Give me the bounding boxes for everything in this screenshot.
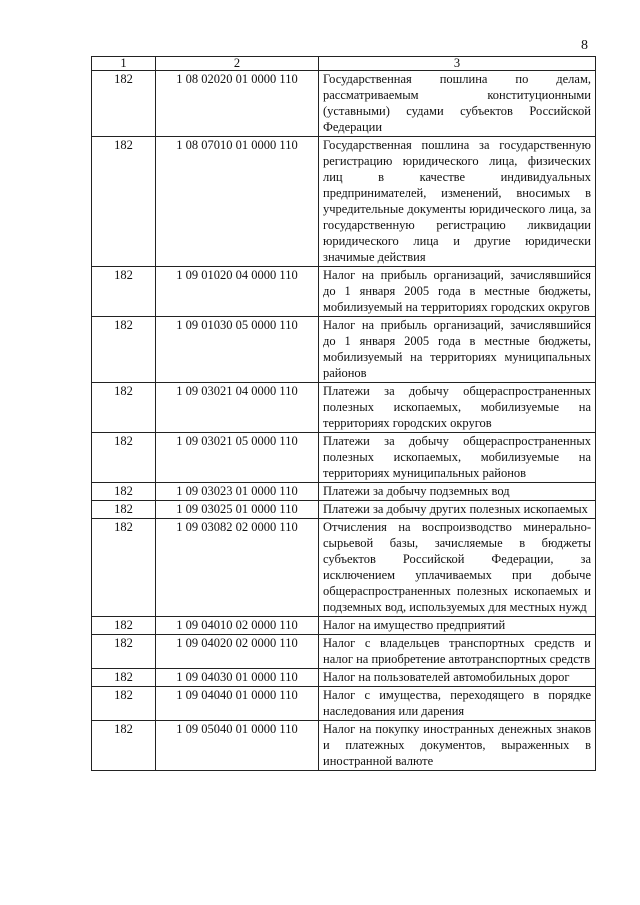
budget-revenue-table [91,56,596,771]
column-header-name: 3 [319,57,596,71]
page-number: 8 [581,38,588,53]
revenue-name-cell: Налог с имущества, переходящего в порядке наследования или дарения [319,687,596,721]
budget-code-cell: 1 09 03021 04 0000 110 [156,383,319,433]
admin-code-cell: 182 [92,483,156,501]
table-row [92,383,596,433]
revenue-name-cell: Платежи за добычу общераспространенных полезных ископаемых, мобилизуемые на территориях муниципальных районов [319,433,596,483]
revenue-name-cell: Налог на пользователей автомобильных дорог [319,669,596,687]
budget-code-cell: 1 09 03021 05 0000 110 [156,433,319,483]
header-row [92,57,596,71]
revenue-name-cell: Платежи за добычу других полезных ископаемых [319,501,596,519]
revenue-name-cell: Платежи за добычу общераспространенных полезных ископаемых, мобилизуемые на территориях городских округов [319,383,596,433]
table-row [92,721,596,771]
budget-code-cell: 1 09 05040 01 0000 110 [156,721,319,771]
budget-code-cell: 1 09 01030 05 0000 110 [156,317,319,383]
revenue-name-cell: Государственная пошлина за государственную регистрацию юридического лица, физических лиц в качестве индивидуальных предпринимателей, изменений, вносимых в учредительные документы юридического лица, за государственную регистрацию ликвидации юридического лица и другие юридически значимые действия [319,137,596,267]
admin-code-cell: 182 [92,669,156,687]
budget-code-cell: 1 09 03025 01 0000 110 [156,501,319,519]
budget-code-cell: 1 09 04010 02 0000 110 [156,617,319,635]
table-row [92,687,596,721]
admin-code-cell: 182 [92,137,156,267]
table-row [92,433,596,483]
revenue-name-cell: Налог на имущество предприятий [319,617,596,635]
table-row [92,669,596,687]
admin-code-cell: 182 [92,267,156,317]
column-header-code: 2 [156,57,319,71]
table-row [92,519,596,617]
revenue-name-cell: Государственная пошлина по делам, рассматриваемым конституционными (уставными) судами субъектов Российской Федерации [319,71,596,137]
table-row [92,483,596,501]
budget-code-cell: 1 09 01020 04 0000 110 [156,267,319,317]
table-row [92,501,596,519]
table-row [92,617,596,635]
budget-code-cell: 1 08 07010 01 0000 110 [156,137,319,267]
revenue-name-cell: Отчисления на воспроизводство минерально-сырьевой базы, зачисляемые в бюджеты субъектов Российской Федерации, за исключением уплачиваемых при добыче общераспространенных полезных ископаемых и подземных вод, используемых для местных нужд [319,519,596,617]
table-row [92,317,596,383]
revenue-name-cell: Налог на прибыль организаций, зачислявшийся до 1 января 2005 года в местные бюджеты, мобилизуемый на территориях муниципальных районов [319,317,596,383]
revenue-name-cell: Платежи за добычу подземных вод [319,483,596,501]
budget-code-cell: 1 09 04040 01 0000 110 [156,687,319,721]
admin-code-cell: 182 [92,71,156,137]
revenue-name-cell: Налог на покупку иностранных денежных знаков и платежных документов, выраженных в иностранной валюте [319,721,596,771]
admin-code-cell: 182 [92,617,156,635]
table-row [92,71,596,137]
column-header-admin: 1 [92,57,156,71]
table-row [92,635,596,669]
budget-code-cell: 1 09 03023 01 0000 110 [156,483,319,501]
admin-code-cell: 182 [92,501,156,519]
admin-code-cell: 182 [92,383,156,433]
table-row [92,267,596,317]
revenue-name-cell: Налог на прибыль организаций, зачислявшийся до 1 января 2005 года в местные бюджеты, мобилизуемый на территориях городских округов [319,267,596,317]
budget-code-cell: 1 08 02020 01 0000 110 [156,71,319,137]
revenue-name-cell: Налог с владельцев транспортных средств и налог на приобретение автотранспортных средств [319,635,596,669]
admin-code-cell: 182 [92,721,156,771]
admin-code-cell: 182 [92,519,156,617]
admin-code-cell: 182 [92,433,156,483]
budget-code-cell: 1 09 04030 01 0000 110 [156,669,319,687]
table-row [92,137,596,267]
admin-code-cell: 182 [92,317,156,383]
admin-code-cell: 182 [92,635,156,669]
budget-code-cell: 1 09 03082 02 0000 110 [156,519,319,617]
admin-code-cell: 182 [92,687,156,721]
budget-code-cell: 1 09 04020 02 0000 110 [156,635,319,669]
